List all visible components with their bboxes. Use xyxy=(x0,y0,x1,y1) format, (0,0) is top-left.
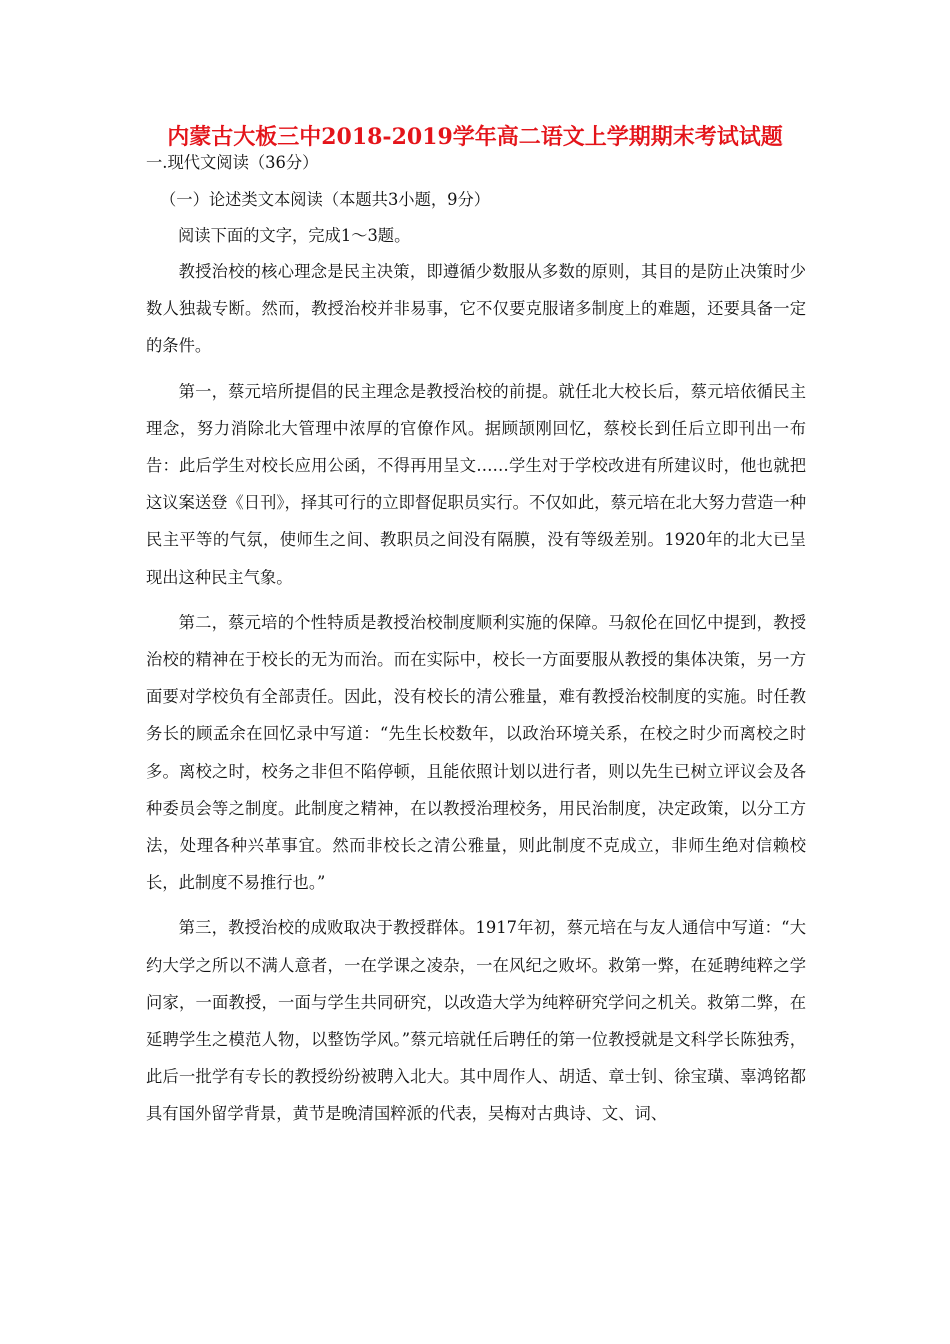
section-heading: 一.现代文阅读（36分） xyxy=(146,153,319,172)
document-title: 内蒙古大板三中2018-2019学年高二语文上学期期末考试试题 xyxy=(167,124,783,150)
subsection-heading: （一）论述类文本阅读（本题共3小题，9分） xyxy=(160,190,491,209)
article-paragraph: 第二，蔡元培的个性特质是教授治校制度顺利实施的保障。马叙伦在回忆中提到，教授治校的精神在于校长的无为而治。而在实际中，校长一方面要服从教授的集体决策，另一方面要对学校负有全部责任。因此，没有校长的清公雅量，难有教授治校制度的实施。时任教务长的顾孟余在回忆录中写道：“先生长校数年，以政治环境关系，在校之时少而离校之时多。离校之时，校务之非但不陷停顿，且能依照计划以进行者，则以先生已树立评议会及各种委员会等之制度。此制度之精神，在以教授治理校务，用民治制度，决定政策，以分工方法，处理各种兴革事宜。然而非校长之清公雅量，则此制度不克成立，非师生绝对信赖校长，此制度不易推行也。” xyxy=(146,612,806,893)
article-paragraph: 第三，教授治校的成败取决于教授群体。1917年初，蔡元培在与友人通信中写道：“大约大学之所以不满人意者，一在学课之凌杂，一在风纪之败坏。救第一弊，在延聘纯粹之学问家，一面教授，一面与学生共同研究，以改造大学为纯粹研究学问之机关。救第二弊，在延聘学生之模范人物，以整饬学风。”蔡元培就任后聘任的第一位教授就是文科学长陈独秀，此后一批学有专长的教授纷纷被聘入北大。其中周作人、胡适、章士钊、徐宝璜、辜鸿铭都具有国外留学背景，黄节是晚清国粹派的代表，吴梅对古典诗、文、词、 xyxy=(146,918,806,1124)
article-paragraph: 教授治校的核心理念是民主决策，即遵循少数服从多数的原则，其目的是防止决策时少数人独裁专断。然而，教授治校并非易事，它不仅要克服诸多制度上的难题，还要具备一定的条件。 xyxy=(146,262,806,356)
article-body xyxy=(146,253,806,1141)
reading-instruction: 阅读下面的文字，完成1～3题。 xyxy=(178,226,411,245)
article-paragraph: 第一，蔡元培所提倡的民主理念是教授治校的前提。就任北大校长后，蔡元培依循民主理念，努力消除北大管理中浓厚的官僚作风。据顾颉刚回忆，蔡校长到任后立即刊出一布告：此后学生对校长应用公函，不得再用呈文……学生对于学校改进有所建议时，他也就把这议案送登《日刊》，择其可行的立即督促职员实行。不仅如此，蔡元培在北大努力营造一种民主平等的气氛，使师生之间、教职员之间没有隔膜，没有等级差别。1920年的北大已呈现出这种民主气象。 xyxy=(146,381,806,587)
